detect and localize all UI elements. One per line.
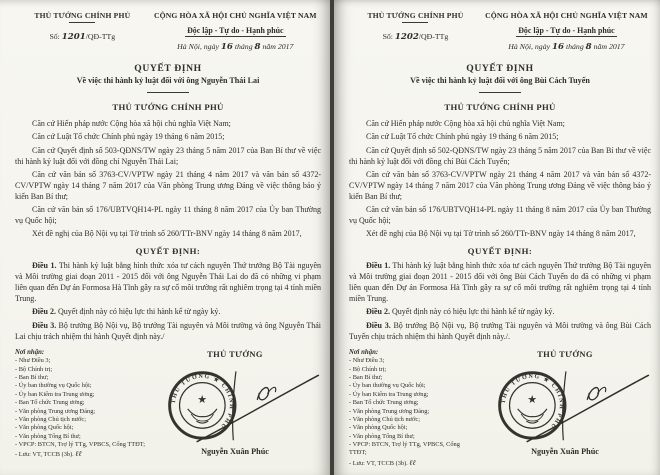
document-header [15,11,321,52]
recipient-item: - Văn phòng Tổng Bí thư; [15,432,81,440]
article-text: Thi hành kỷ luật bằng hình thức xóa tư cách nguyên Thứ trưởng Bộ Tài nguyên và Môi trường giai đoạn 2011 - 2015 đối với ông Nguyễn Thái Lai do đã có những vi phạm liên quan đến Dự án Formosa Hà Tĩnh gây ra sự cố môi trường rất nghiêm trọng tại 4 tỉnh miền Trung. [15,261,322,303]
recipient-item: - Ban Tổ chức Trung ương; [349,399,419,407]
official-seal-icon [170,373,235,439]
subtitle-underline [147,92,189,93]
article-2 [15,307,321,318]
seal-ring-text: THỦ TƯỚNG ★ CHÍNH PHỦ [170,374,234,431]
recipient-item: - Văn phòng Chủ tịch nước; [349,415,420,423]
document-footer [15,349,321,459]
seal-ring-text: THỦ TƯỚNG ★ CHÍNH PHỦ [500,374,564,431]
signer-name: Nguyễn Xuân Phúc [531,447,599,457]
article-text: Quyết định này có hiệu lực thi hành kể từ ngày ký. [392,307,555,317]
decision-heading: QUYẾT ĐỊNH: [467,246,533,257]
handwritten-paraph: ℓℓ [409,457,416,467]
article-3 [349,321,651,343]
article-label: Điều 3. [32,320,57,330]
document-body [15,119,321,342]
date-day: 16 [552,42,564,52]
recipient-item: - VPCP: BTCN, Trợ lý TTg, VPBCS, Cổng TTĐT; [349,440,460,457]
document-body [349,119,651,342]
date-prefix: Hà Nội, ngày [177,42,219,51]
recipient-item: - Ủy ban Kiểm tra Trung ương; [349,390,429,398]
recipients-label: Nơi nhận: [15,349,45,357]
date-month: 8 [585,42,592,52]
recipient-item: - Như Điều 3; [15,357,51,365]
article-label: Điều 1. [32,261,57,271]
national-motto-block [482,11,651,52]
recital: Căn cứ văn bản số 3763-CV/VPTW ngày 21 tháng 4 năm 2017 và văn bản số 4372-CV/VPTW ngày 14 tháng 7 năm 2017 của Văn phòng Trung ương Đảng về việc thông báo ý kiến Ban Bí thư; [349,170,651,201]
article-label: Điều 2. [32,307,56,317]
article-3 [15,321,321,343]
article-2 [349,307,651,318]
article-text: Bộ trưởng Bộ Nội vụ, Bộ trưởng Tài nguyên và Môi trường và ông Nguyễn Thái Lai chịu trách nhiệm thi hành Quyết định này./ [15,320,322,341]
signature-block [477,349,651,468]
decision-heading: QUYẾT ĐỊNH: [135,246,201,257]
document-number [15,32,150,42]
title-block [15,63,321,112]
recipient-text: - Lưu: VT, TCCB (3b). [349,459,408,467]
recital: Xét đề nghị của Bộ Nội vụ tại Tờ trình số 260/TTr-BNV ngày 14 tháng 8 năm 2017, [366,229,636,239]
document-title: QUYẾT ĐỊNH [134,63,202,74]
document-subtitle: Về việc thi hành kỷ luật đối với ông Nguyễn Thái Lai [76,76,260,85]
recipients-block [15,349,147,459]
date-prefix: Hà Nội, ngày [508,42,551,51]
national-title: CỘNG HÒA XÃ HỘI CHỦ NGHĨA VIỆT NAM [485,11,648,20]
recipient-item: - Ban Tổ chức Trung ương; [15,399,85,407]
recipient-item: - Ban Bí thư; [15,374,49,382]
document-number-value: 1202 [394,32,419,42]
issuing-org-name: THỦ TƯỚNG CHÍNH PHỦ [34,11,131,20]
decision-document-1202 [330,0,660,475]
recital: Căn cứ Quyết định số 503-QĐNS/TW ngày 23 tháng 5 năm 2017 của Ban Bí thư về việc thi hành kỷ luật đối với đồng chí Nguyễn Thái Lai; [15,145,321,166]
seal-star-icon: ★ [197,394,208,407]
recital: Căn cứ Hiến pháp nước Cộng hòa xã hội chủ nghĩa Việt Nam; [32,119,231,128]
place-date-line [150,42,321,52]
issuing-org-name: THỦ TƯỚNG CHÍNH PHỦ [367,11,464,20]
signature-block [147,349,321,459]
signer-title: THỦ TƯỚNG [207,349,263,360]
recipients-block [349,349,477,468]
article-1 [349,261,651,305]
article-label: Điều 2. [366,307,390,317]
document-title: QUYẾT ĐỊNH [466,63,534,74]
recipient-item: - Ủy ban thường vụ Quốc hội; [349,382,426,390]
date-mid: tháng [565,42,584,51]
recipient-item [15,449,147,459]
deciding-authority: THỦ TƯỚNG CHÍNH PHỦ [444,102,556,112]
article-label: Điều 1. [366,261,391,271]
recipient-item: - Ủy ban thường vụ Quốc hội; [15,382,92,390]
document-footer [349,349,651,468]
recipient-item: - Văn phòng Trung ương Đảng; [349,407,430,415]
seal-star-icon: ★ [527,394,538,407]
official-seal-and-signature [149,360,321,450]
recipient-item: - Văn phòng Quốc hội; [349,424,408,432]
recipient-item: - Văn phòng Trung ương Đảng; [15,407,96,415]
recipient-item: - Văn phòng Tổng Bí thư; [349,432,415,440]
official-seal-icon [500,373,565,439]
document-header [349,11,651,52]
recital: Căn cứ Luật Tổ chức Chính phủ ngày 19 tháng 6 năm 2015; [32,132,225,142]
subtitle-underline [479,92,521,93]
article-text: Quyết định này có hiệu lực thi hành kể từ ngày ký. [58,307,221,317]
org-underline [402,22,428,23]
recipient-item: - Ban Bí thư; [349,374,383,382]
official-seal-and-signature [479,360,651,450]
recipient-item [349,458,477,468]
signer-name: Nguyễn Xuân Phúc [201,447,269,457]
recipient-item: - Bộ Chính trị; [349,365,387,373]
issuing-org-block [15,11,150,42]
article-label: Điều 3. [366,320,391,330]
recital: Căn cứ Luật Tổ chức Chính phủ ngày 19 tháng 6 năm 2015; [366,132,559,142]
deciding-authority: THỦ TƯỚNG CHÍNH PHỦ [112,102,224,112]
recipient-item: - Văn phòng Chủ tịch nước; [15,415,86,423]
place-date-line [482,42,651,52]
recipient-item: - Ủy ban Kiểm tra Trung ương; [15,390,95,398]
title-block [349,63,651,112]
recital: Căn cứ văn bản số 176/UBTVQH14-PL ngày 11 tháng 8 năm 2017 của Ủy ban Thường vụ Quốc hội; [349,205,651,225]
national-motto: Độc lập - Tự do - Hạnh phúc [518,26,615,35]
recipients-label: Nơi nhận: [349,349,379,357]
document-number-value: 1201 [61,32,86,42]
article-text: Thi hành kỷ luật bằng hình thức xóa tư cách nguyên Thứ trưởng Bộ Tài nguyên và Môi trường giai đoạn 2011 - 2015 đối với ông Bùi Cách Tuyến do đã có những vi phạm liên quan đến Dự án Formosa Hà Tĩnh gây ra sự cố môi trường rất nghiêm trọng tại 4 tỉnh miền Trung. [349,261,652,303]
signer-title: THỦ TƯỚNG [537,349,593,360]
recipient-item: - Bộ Chính trị; [15,365,53,373]
date-day: 16 [220,42,233,52]
recipient-item: - Như Điều 3; [349,357,385,365]
date-month: 8 [254,42,261,52]
recipient-item: - Văn phòng Quốc hội; [15,424,74,432]
issuing-org-block [349,11,482,42]
recipient-text: - Lưu: VT, TCCB (3b). [15,451,74,459]
recital: Căn cứ Hiến pháp nước Cộng hòa xã hội chủ nghĩa Việt Nam; [366,119,565,128]
recipient-item: - VPCP: BTCN, Trợ lý TTg, VPBCS, Cổng TTĐT; [15,440,145,448]
recital: Xét đề nghị của Bộ Nội vụ tại Tờ trình số 260/TTr-BNV ngày 14 tháng 8 năm 2017, [32,229,302,239]
org-underline [69,22,95,23]
document-number-suffix: /QĐ-TTg [85,32,116,41]
article-1 [15,261,321,305]
date-suffix: năm 2017 [593,42,625,51]
document-number [349,32,482,42]
article-text: Bộ trưởng Bộ Nội vụ, Bộ trưởng Tài nguyên và Môi trường và ông Bùi Cách Tuyến chịu trách nhiệm thi hành Quyết định này./. [349,320,652,341]
national-motto-block [150,11,321,52]
document-number-label: Số: [49,32,60,41]
national-motto: Độc lập - Tự do - Hạnh phúc [187,26,284,35]
date-suffix: năm 2017 [262,42,294,51]
recital: Căn cứ văn bản số 176/UBTVQH14-PL ngày 11 tháng 8 năm 2017 của Ủy ban Thường vụ Quốc hội; [15,205,321,225]
recital: Căn cứ văn bản số 3763-CV/VPTW ngày 21 tháng 4 năm 2017 và văn bản số 4372-CV/VPTW ngày 14 tháng 7 năm 2017 của Văn phòng Trung ương Đảng về việc thông báo ý kiến Ban Bí thư; [15,170,321,201]
document-subtitle: Về việc thi hành kỷ luật đối với ông Bùi Cách Tuyến [410,76,590,85]
handwritten-paraph: ℓℓ [75,449,82,459]
date-mid: tháng [234,42,253,51]
document-number-label: Số: [382,32,393,41]
recital: Căn cứ Quyết định số 502-QĐNS/TW ngày 23 tháng 5 năm 2017 của Ban Bí thư về việc thi hành kỷ luật đối với đồng chí Bùi Cách Tuyến; [349,145,651,166]
document-number-suffix: /QĐ-TTg [418,32,449,41]
national-title: CỘNG HÒA XÃ HỘI CHỦ NGHĨA VIỆT NAM [153,11,317,20]
